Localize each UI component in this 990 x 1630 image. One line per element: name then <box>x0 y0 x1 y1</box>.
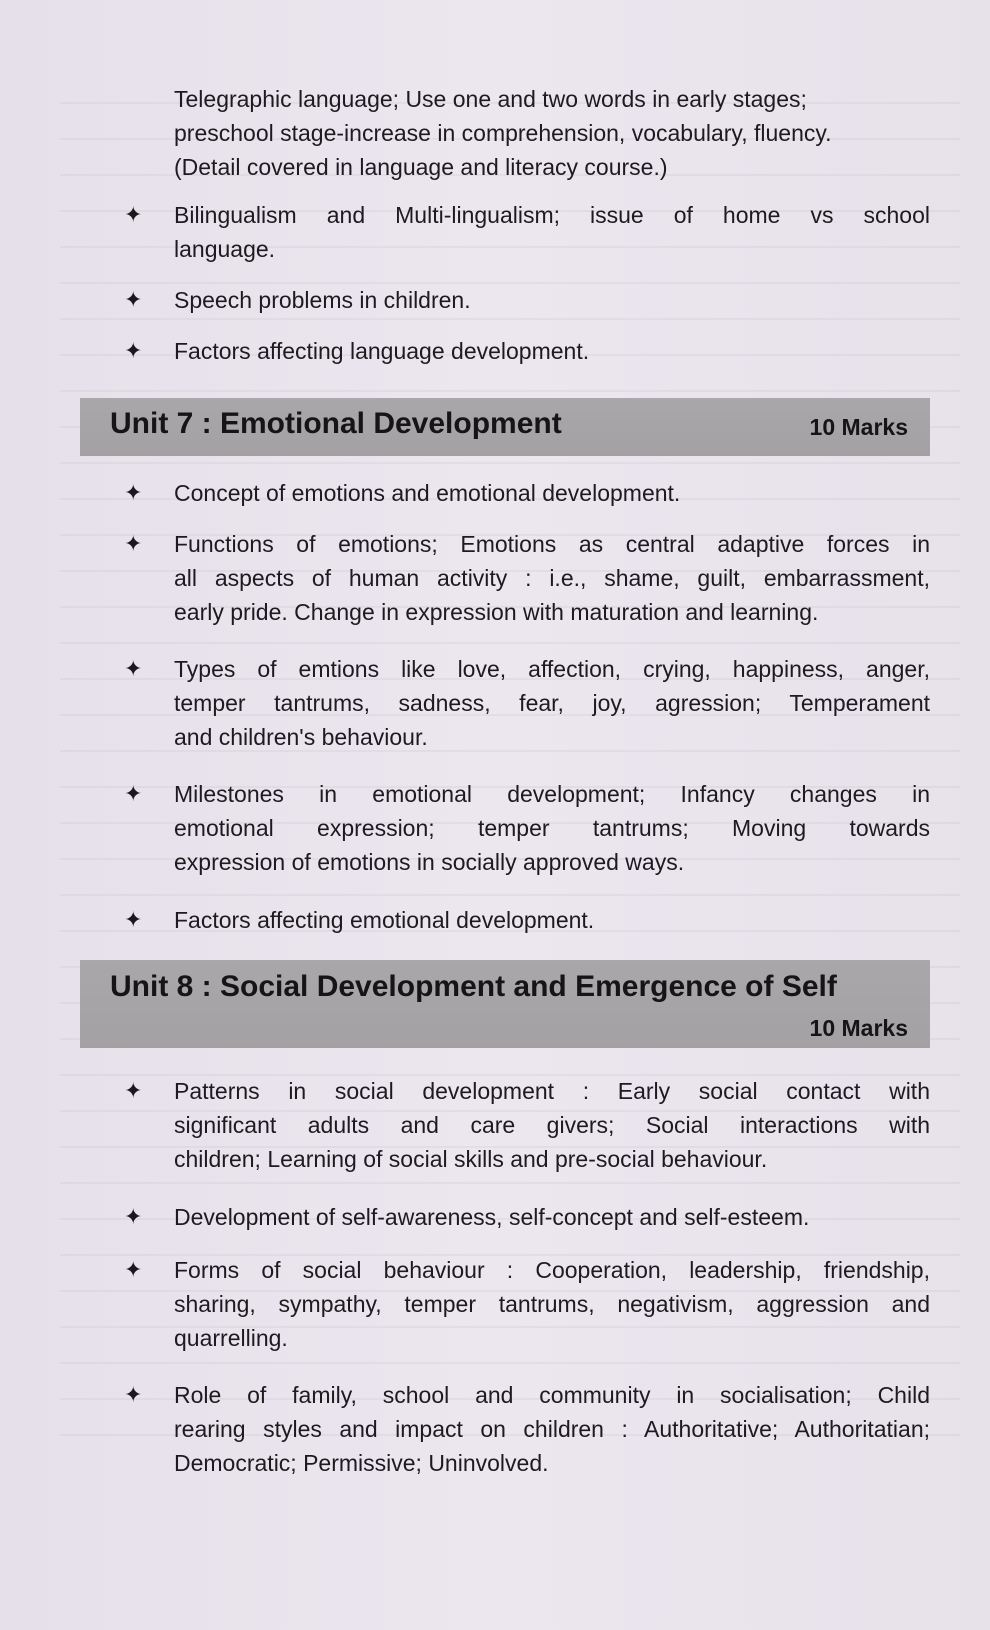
item-line: sharing, sympathy, temper tantrums, negativism, aggression and <box>174 1291 930 1317</box>
item-line: Functions of emotions; Emotions as central adaptive forces in <box>174 531 930 557</box>
four-point-star-icon: ✦ <box>124 1257 143 1282</box>
list-item <box>80 527 930 629</box>
continuation-line: (Detail covered in language and literacy course.) <box>174 154 668 180</box>
list-item <box>80 903 930 937</box>
item-line: children; Learning of social skills and pre-social behaviour. <box>174 1146 768 1172</box>
item-line: quarrelling. <box>174 1325 288 1351</box>
four-point-star-icon: ✦ <box>124 480 143 505</box>
item-line: Factors affecting language development. <box>174 338 590 364</box>
unit-8-heading-bar <box>80 960 930 1048</box>
item-line: Speech problems in children. <box>174 287 471 313</box>
item-line: Types of emtions like love, affection, crying, happiness, anger, <box>174 656 930 682</box>
four-point-star-icon: ✦ <box>124 531 143 556</box>
item-line: and children's behaviour. <box>174 724 428 750</box>
continuation-paragraph <box>80 82 930 184</box>
item-line: temper tantrums, sadness, fear, joy, agression; Temperament <box>174 690 930 716</box>
unit-8-title: Unit 8 : Social Development and Emergence of Self <box>110 970 837 1003</box>
four-point-star-icon: ✦ <box>124 907 143 932</box>
item-line: Bilingualism and Multi-lingualism; issue of home vs school <box>174 202 930 228</box>
four-point-star-icon: ✦ <box>124 1078 143 1103</box>
item-line: Role of family, school and community in socialisation; Child <box>174 1382 930 1408</box>
item-line: Factors affecting emotional development. <box>174 907 595 933</box>
list-item <box>80 283 930 317</box>
unit-8-marks: 10 Marks <box>809 1015 908 1041</box>
four-point-star-icon: ✦ <box>124 781 143 806</box>
four-point-star-icon: ✦ <box>124 1382 143 1407</box>
list-item <box>80 476 930 510</box>
list-item <box>80 1253 930 1355</box>
list-item <box>80 777 930 879</box>
unit-7-title: Unit 7 : Emotional Development <box>110 407 562 440</box>
item-line: Democratic; Permissive; Uninvolved. <box>174 1450 549 1476</box>
continuation-line: Telegraphic language; Use one and two words in early stages; <box>174 86 807 112</box>
continuation-line: preschool stage-increase in comprehension, vocabulary, fluency. <box>174 120 832 146</box>
list-item <box>80 1200 930 1234</box>
four-point-star-icon: ✦ <box>124 338 143 363</box>
four-point-star-icon: ✦ <box>124 287 143 312</box>
list-item <box>80 198 930 266</box>
item-line: Patterns in social development : Early social contact with <box>174 1078 930 1104</box>
item-line: Development of self-awareness, self-concept and self-esteem. <box>174 1204 810 1230</box>
list-item <box>80 652 930 754</box>
item-line: Concept of emotions and emotional development. <box>174 480 681 506</box>
four-point-star-icon: ✦ <box>124 202 143 227</box>
four-point-star-icon: ✦ <box>124 656 143 681</box>
item-line: rearing styles and impact on children : Authoritative; Authoritatian; <box>174 1416 930 1442</box>
item-line: Milestones in emotional development; Infancy changes in <box>174 781 930 807</box>
list-item <box>80 1074 930 1176</box>
list-item <box>80 334 930 368</box>
unit-7-marks: 10 Marks <box>809 414 908 440</box>
list-item <box>80 1378 930 1480</box>
four-point-star-icon: ✦ <box>124 1204 143 1229</box>
unit-7-heading-bar <box>80 398 930 456</box>
item-line: early pride. Change in expression with maturation and learning. <box>174 599 819 625</box>
item-line: emotional expression; temper tantrums; Moving towards <box>174 815 930 841</box>
item-line: significant adults and care givers; Social interactions with <box>174 1112 930 1138</box>
item-line: all aspects of human activity : i.e., shame, guilt, embarrassment, <box>174 565 930 591</box>
item-line: Forms of social behaviour : Cooperation, leadership, friendship, <box>174 1257 930 1283</box>
item-line: expression of emotions in socially approved ways. <box>174 849 685 875</box>
item-line: language. <box>174 236 276 262</box>
